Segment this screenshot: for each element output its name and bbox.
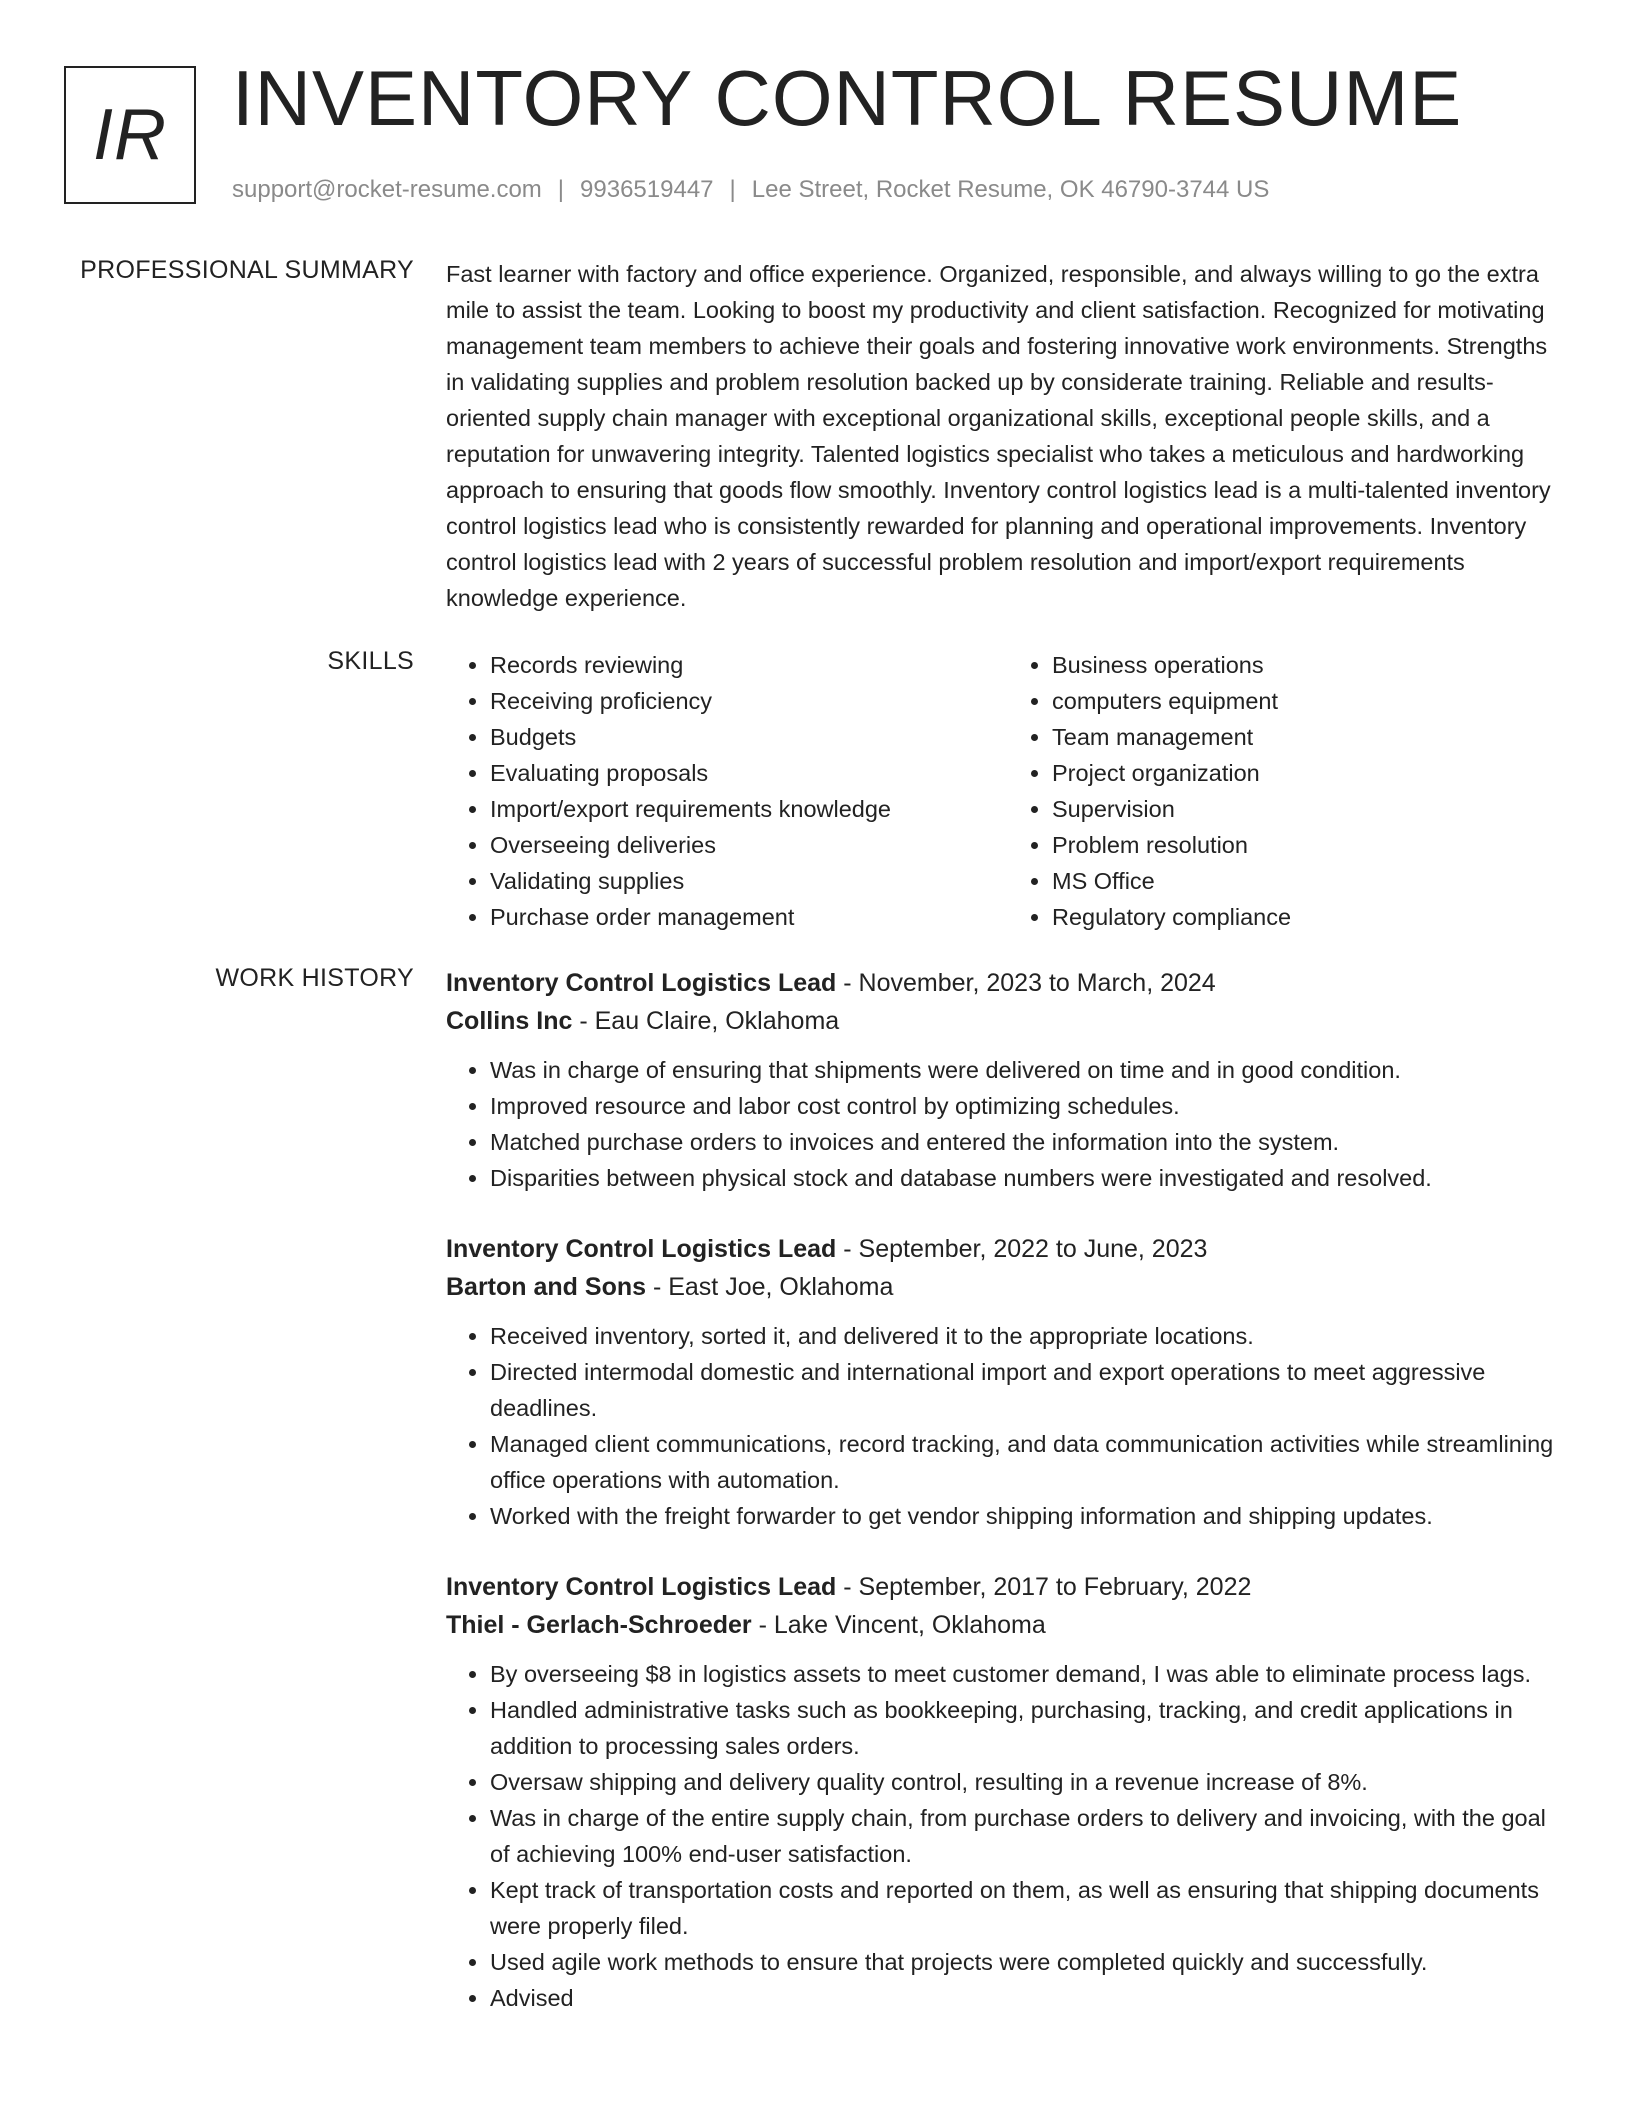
job-bullet-list — [446, 1052, 1570, 1196]
skill-item: • computers equipment — [1052, 683, 1570, 719]
job-entry — [446, 1568, 1570, 2016]
job-title: Inventory Control Logistics Lead — [446, 969, 837, 997]
job-bullet: • Advised — [490, 1980, 1570, 2016]
job-bullet: • Used agile work methods to ensure that projects were completed quickly and successfully. — [490, 1944, 1570, 1980]
skill-item: • Records reviewing — [490, 647, 1008, 683]
skills-list-left — [446, 647, 1008, 935]
work-history-label: WORK HISTORY — [215, 964, 414, 992]
skill-item: • MS Office — [1052, 863, 1570, 899]
skill-item: • Business operations — [1052, 647, 1570, 683]
skill-item: • Validating supplies — [490, 863, 1008, 899]
job-bullet: • Kept track of transportation costs and reported on them, as well as ensuring that shipping documents were properly filed. — [490, 1872, 1570, 1944]
contact-phone[interactable]: 9936519447 — [580, 176, 714, 203]
skill-item: • Overseeing deliveries — [490, 827, 1008, 863]
job-bullet-list — [446, 1318, 1570, 1534]
resume-title: INVENTORY CONTROL RESUME — [232, 54, 1463, 142]
skills-list-right — [1008, 647, 1570, 935]
contact-line — [232, 176, 1269, 204]
job-company: Barton and Sons — [446, 1273, 647, 1301]
skill-item: • Supervision — [1052, 791, 1570, 827]
job-bullet: • Improved resource and labor cost control by optimizing schedules. — [490, 1088, 1570, 1124]
job-bullet: • Managed client communications, record tracking, and data communication activities while streamlining office operations with automation. — [490, 1426, 1570, 1498]
monogram-initials: IR — [93, 95, 167, 175]
contact-separator: | — [729, 176, 736, 203]
job-company-line — [446, 1002, 1570, 1040]
job-bullet: • Worked with the freight forwarder to get vendor shipping information and shipping updates. — [490, 1498, 1570, 1534]
work-history-body — [446, 964, 1570, 2050]
skill-item: • Team management — [1052, 719, 1570, 755]
job-bullet: • Was in charge of ensuring that shipments were delivered on time and in good condition. — [490, 1052, 1570, 1088]
job-dates: - September, 2022 to June, 2023 — [836, 1235, 1208, 1263]
job-bullet: • Was in charge of the entire supply chain, from purchase orders to delivery and invoicing, with the goal of achieving 100% end-user satisfaction. — [490, 1800, 1570, 1872]
job-bullet: • Handled administrative tasks such as bookkeeping, purchasing, tracking, and credit applications in addition to processing sales orders. — [490, 1692, 1570, 1764]
job-bullet: • Received inventory, sorted it, and delivered it to the appropriate locations. — [490, 1318, 1570, 1354]
skill-item: • Receiving proficiency — [490, 683, 1008, 719]
skill-item: • Budgets — [490, 719, 1008, 755]
summary-body — [446, 256, 1570, 616]
job-bullet-list — [446, 1656, 1570, 2016]
contact-address: Lee Street, Rocket Resume, OK 46790-3744 US — [751, 176, 1270, 203]
job-bullet: • Oversaw shipping and delivery quality control, resulting in a revenue increase of 8%. — [490, 1764, 1570, 1800]
job-dates: - September, 2017 to February, 2022 — [836, 1573, 1252, 1601]
job-entry — [446, 1230, 1570, 1534]
job-bullet: • Directed intermodal domestic and international import and export operations to meet aggressive deadlines. — [490, 1354, 1570, 1426]
job-bullet: • By overseeing $8 in logistics assets to meet customer demand, I was able to eliminate process lags. — [490, 1656, 1570, 1692]
job-company-line — [446, 1268, 1570, 1306]
job-location: - Lake Vincent, Oklahoma — [751, 1611, 1046, 1639]
skills-label: SKILLS — [327, 647, 414, 675]
job-bullet: • Disparities between physical stock and database numbers were investigated and resolved. — [490, 1160, 1570, 1196]
summary-text: Fast learner with factory and office experience. Organized, responsible, and always willing to go the extra mile to assist the team. Looking to boost my productivity and client satisfaction. Recognized for motivating management team members to achieve their goals and fostering innovative work environments. Strengths in validating supplies and problem resolution backed up by considerate training. Reliable and results-oriented supply chain manager with exceptional organizational skills, exceptional people skills, and a reputation for unwavering integrity. Talented logistics specialist who takes a meticulous and hardworking approach to ensuring that goods flow smoothly. Inventory control logistics lead is a multi-talented inventory control logistics lead who is consistently rewarded for planning and operational improvements. Inventory control logistics lead with 2 years of successful problem resolution and import/export requirements knowledge experience. — [446, 261, 1551, 611]
job-company-line — [446, 1606, 1570, 1644]
job-bullet: • Matched purchase orders to invoices and entered the information into the system. — [490, 1124, 1570, 1160]
job-title-line — [446, 964, 1570, 1002]
contact-separator: | — [557, 176, 565, 203]
skill-item: • Import/export requirements knowledge — [490, 791, 1008, 827]
job-dates: - November, 2023 to March, 2024 — [836, 969, 1216, 997]
job-location: - Eau Claire, Oklahoma — [572, 1007, 840, 1035]
skill-item: • Problem resolution — [1052, 827, 1570, 863]
summary-label: PROFESSIONAL SUMMARY — [80, 256, 414, 284]
monogram-box — [64, 66, 196, 204]
contact-email[interactable]: support@rocket-resume.com — [232, 176, 542, 203]
job-title-line — [446, 1568, 1570, 1606]
skill-item: • Purchase order management — [490, 899, 1008, 935]
job-company: Thiel - Gerlach-Schroeder — [446, 1611, 752, 1639]
skill-item: • Project organization — [1052, 755, 1570, 791]
skills-columns — [446, 647, 1570, 935]
job-title: Inventory Control Logistics Lead — [446, 1235, 837, 1263]
job-title: Inventory Control Logistics Lead — [446, 1573, 837, 1601]
job-location: - East Joe, Oklahoma — [646, 1273, 894, 1301]
skills-body — [446, 647, 1570, 935]
job-company: Collins Inc — [446, 1007, 573, 1035]
skill-item: • Evaluating proposals — [490, 755, 1008, 791]
job-entry — [446, 964, 1570, 1196]
skill-item: • Regulatory compliance — [1052, 899, 1570, 935]
job-title-line — [446, 1230, 1570, 1268]
